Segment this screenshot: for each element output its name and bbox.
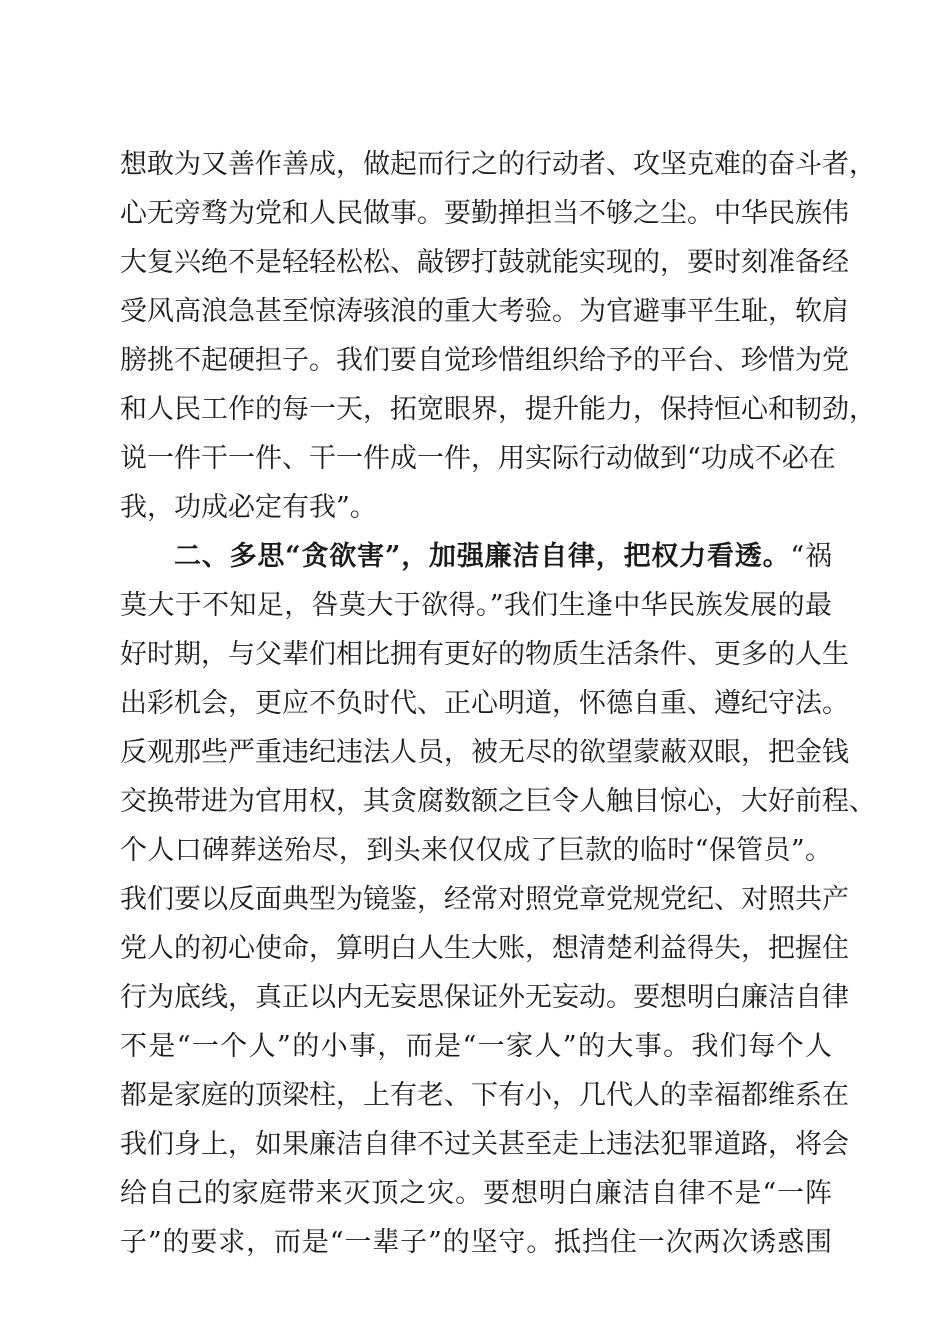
text-line: 莫大于不知足，咎莫大于欲得。”我们生逢中华民族发展的最 — [120, 590, 832, 621]
text-line: 不是“一个人”的小事，而是“一家人”的大事。我们每个人 — [120, 1031, 832, 1062]
section-heading: 二、多思“贪欲害”，加强廉洁自律，把权力看透。 — [174, 541, 791, 572]
heading-line — [174, 537, 832, 577]
text-line: 交换带进为官用权，其贪腐数额之巨令人触目惊心，大好前程、 — [120, 786, 876, 817]
text-line: 党人的初心使命，算明白人生大账，想清楚利益得失，把握住 — [120, 933, 849, 964]
text-line: 膀挑不起硬担子。我们要自觉珍惜组织给予的平台、珍惜为党 — [120, 345, 849, 376]
text-line: 和人民工作的每一天，拓宽眼界，提升能力，保持恒心和韧劲， — [120, 394, 876, 425]
text-line: 我，功成必定有我”。 — [120, 492, 377, 523]
text-line: 我们要以反面典型为镜鉴，经常对照党章党规党纪、对照共产 — [120, 884, 849, 915]
text-line: 说一件干一件、干一件成一件，用实际行动做到“功成不必在 — [120, 443, 836, 474]
heading-line-rest: “祸 — [790, 541, 832, 572]
text-line: 给自己的家庭带来灭顶之灾。要想明白廉洁自律不是“一阵 — [120, 1178, 832, 1209]
text-line: 我们身上，如果廉洁自律不过关甚至走上违法犯罪道路，将会 — [120, 1129, 849, 1160]
text-line: 行为底线，真正以内无妄思保证外无妄动。要想明白廉洁自律 — [120, 982, 849, 1013]
text-line: 个人口碑葬送殆尽，到头来仅仅成了巨款的临时“保管员”。 — [120, 835, 832, 866]
text-line: 反观那些严重违纪违法人员，被无尽的欲望蒙蔽双眼，把金钱 — [120, 737, 849, 768]
text-line: 好时期，与父辈们相比拥有更好的物质生活条件、更多的人生 — [120, 639, 849, 670]
text-line: 大复兴绝不是轻轻松松、敲锣打鼓就能实现的，要时刻准备经 — [120, 247, 849, 278]
text-line: 出彩机会，更应不负时代、正心明道，怀德自重、遵纪守法。 — [120, 688, 849, 719]
text-line: 心无旁骛为党和人民做事。要勤掸担当不够之尘。中华民族伟 — [120, 198, 849, 229]
text-line: 都是家庭的顶梁柱，上有老、下有小，几代人的幸福都维系在 — [120, 1080, 849, 1111]
text-line: 想敢为又善作善成，做起而行之的行动者、攻坚克难的奋斗者， — [120, 149, 876, 180]
text-line: 受风高浪急甚至惊涛骇浪的重大考验。为官避事平生耻，软肩 — [120, 296, 849, 327]
text-line: 子”的要求，而是“一辈子”的坚守。抵挡住一次两次诱惑围 — [120, 1227, 832, 1258]
